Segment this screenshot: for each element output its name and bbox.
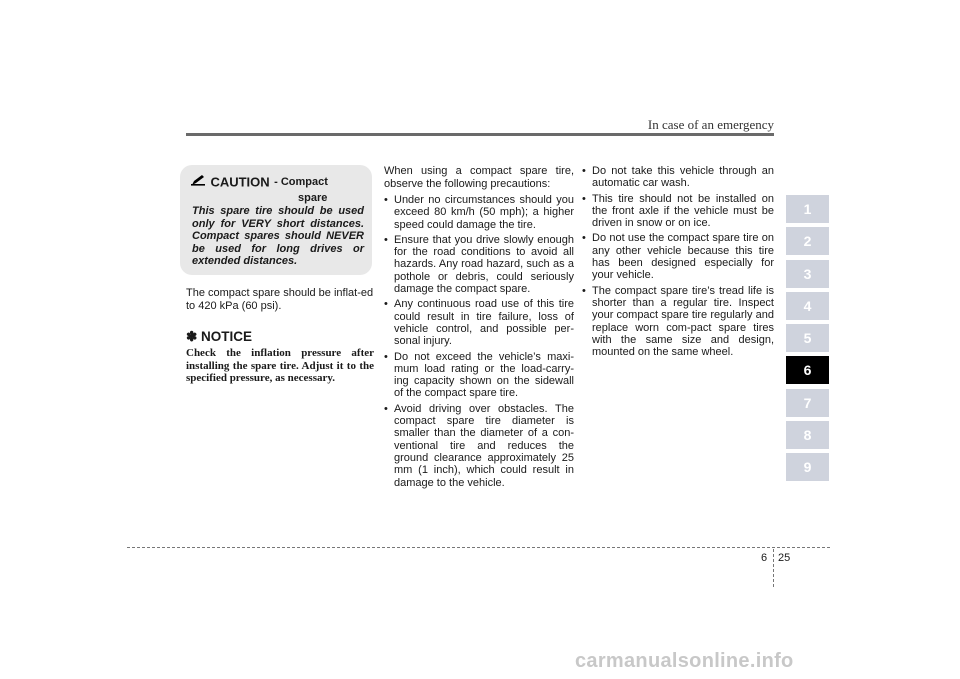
bullet-icon: • bbox=[384, 233, 388, 246]
inflation-text: The compact spare should be inflat-ed to 420 kPa (60 psi). bbox=[186, 287, 374, 312]
notice-body: Check the inflation pressure after installing the spare tire. Adjust it to the specified pressure, as necessary. bbox=[186, 347, 374, 384]
chapter-tab-4[interactable]: 4 bbox=[786, 292, 829, 320]
list-item bbox=[384, 298, 574, 347]
page-header-title: In case of an emergency bbox=[647, 117, 774, 132]
chapter-tab-8[interactable]: 8 bbox=[786, 421, 829, 449]
bullet-icon: • bbox=[582, 165, 586, 177]
list-item bbox=[384, 194, 574, 231]
list-item bbox=[582, 285, 774, 359]
chapter-tabs bbox=[786, 195, 829, 486]
list-item bbox=[582, 232, 774, 281]
list-item-text: Under no circumstances should you exceed 80 km/h (50 mph); a higher speed could damage the tire. bbox=[394, 194, 574, 231]
caution-subtitle: - Compact bbox=[274, 176, 328, 188]
caution-heading bbox=[190, 173, 365, 205]
caution-word: CAUTION bbox=[210, 174, 270, 190]
list-item-text: Do not take this vehicle through an automatic car wash. bbox=[592, 165, 774, 190]
list-item-text: This tire should not be installed on the front axle if the vehicle must be driven in snow or on ice. bbox=[592, 192, 774, 230]
list-item bbox=[384, 234, 574, 295]
footer-rule bbox=[127, 547, 830, 548]
header-rule bbox=[186, 133, 774, 136]
watermark: carmanualsonline.info bbox=[575, 650, 794, 672]
list-item-text: The compact spare tire’s tread life is shorter than a regular tire. Inspect your compact spare tire regularly and replace worn com-pact spare tires with the same size and design, mounted on the same wheel. bbox=[592, 284, 774, 359]
chapter-tab-2[interactable]: 2 bbox=[786, 227, 829, 255]
chapter-tab-3[interactable]: 3 bbox=[786, 260, 829, 288]
footer-page-number: 25 bbox=[778, 552, 791, 564]
list-item-text: Avoid driving over obstacles. The compact spare tire diameter is smaller than the diameter of a con-ventional tire and reduces the ground clearance approximately 25 mm (1 inch), which could result in damage to the vehicle. bbox=[394, 402, 574, 489]
chapter-tab-5[interactable]: 5 bbox=[786, 324, 829, 352]
caution-box bbox=[180, 165, 372, 275]
list-item-text: Ensure that you drive slowly enough for the road conditions to avoid all hazards. Any road hazard, such as a pothole or debris, could seriously damage the compact spare. bbox=[394, 233, 574, 296]
list-item-text: Do not use the compact spare tire on any other vehicle because this tire has been designed especially for your vehicle. bbox=[592, 232, 774, 282]
footer-divider bbox=[773, 549, 774, 587]
list-item-text: Do not exceed the vehicle’s maxi-mum load rating or the load-carry-ing capacity shown on the sidewall of the compact spare tire. bbox=[394, 350, 574, 400]
bullet-icon: • bbox=[384, 298, 388, 311]
list-item bbox=[384, 351, 574, 400]
pencil-icon bbox=[190, 173, 206, 191]
list-item bbox=[582, 193, 774, 230]
list-item-text: Any continuous road use of this tire could result in tire failure, loss of vehicle control, and possible per-sonal injury. bbox=[394, 298, 574, 348]
chapter-tab-9[interactable]: 9 bbox=[786, 453, 829, 481]
caution-body: This spare tire should be used only for VERY short distances. Compact spares should NEVER be used for long drives or extended distances. bbox=[192, 205, 364, 267]
list-item bbox=[582, 165, 774, 190]
footer-chapter-number: 6 bbox=[761, 552, 768, 564]
bullet-icon: • bbox=[582, 232, 586, 245]
bullet-icon: • bbox=[384, 194, 388, 206]
bullet-icon: • bbox=[582, 284, 586, 297]
precautions-list bbox=[384, 194, 574, 492]
bullet-icon: • bbox=[384, 350, 388, 363]
list-item bbox=[384, 403, 574, 489]
caution-subtitle-line2: spare bbox=[298, 192, 328, 205]
more-precautions-list bbox=[582, 165, 774, 361]
bullet-icon: • bbox=[582, 192, 586, 205]
chapter-tab-7[interactable]: 7 bbox=[786, 389, 829, 417]
chapter-tab-1[interactable]: 1 bbox=[786, 195, 829, 223]
bullet-icon: • bbox=[384, 402, 388, 415]
chapter-tab-6[interactable]: 6 bbox=[786, 356, 829, 384]
precautions-intro: When using a compact spare tire, observe the following precautions: bbox=[384, 165, 574, 190]
notice-heading: ✽ NOTICE bbox=[186, 329, 253, 344]
